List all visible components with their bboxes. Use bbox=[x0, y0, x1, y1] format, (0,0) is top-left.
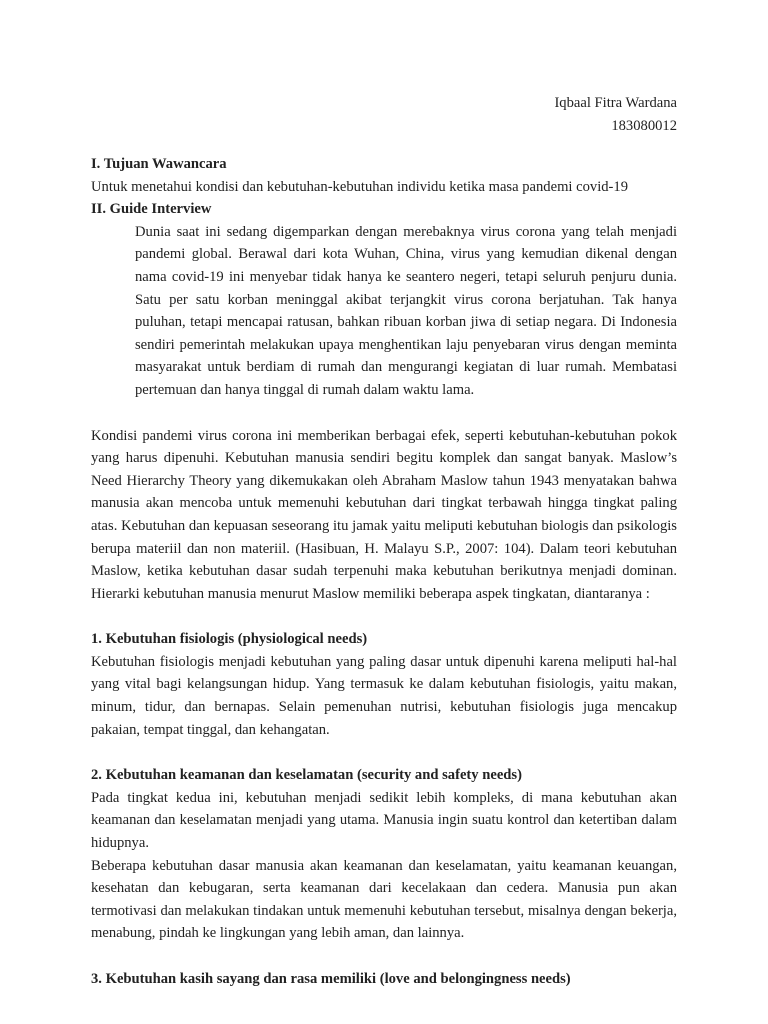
need-2-paragraph-1: Pada tingkat kedua ini, kebutuhan menjadi sedikit lebih kompleks, di mana kebutuhan akan keamanan dan keselamatan menjadi yang utama. Manusia ingin suatu kontrol dan ketertiban dalam hidupnya. bbox=[91, 789, 677, 852]
section-1-text: Untuk menetahui kondisi dan kebutuhan-kebutuhan individu ketika masa pandemi covid-19 bbox=[91, 178, 629, 195]
need-3-heading: 3. Kebutuhan kasih sayang dan rasa memiliki (love and belongingness needs) bbox=[91, 971, 571, 987]
need-1-heading: 1. Kebutuhan fisiologis (physiological needs) bbox=[91, 631, 368, 648]
author-id: 183080012 bbox=[611, 117, 677, 134]
section-2-text: Dunia saat ini sedang digemparkan dengan merebaknya virus corona yang telah menjadi pandemi global. Berawal dari kota Wuhan, China, virus yang kemudian dikenal dengan nama covid-19 ini menyebar tidak hanya ke seantero negeri, tetapi seluruh penjuru dunia. Satu per satu korban meninggal akibat terjangkit virus corona berjatuhan. Tak hanya puluhan, tetapi mencapai ratusan, bahkan ribuan korban jiwa di setiap negara. Di Indonesia sendiri pemerintah melakukan upaya menghentikan laju penyebaran virus dengan meminta masyarakat untuk berdiam di rumah dan mengurangi kegiatan di luar rumah. Membatasi pertemuan dan hanya tinggal di rumah dalam waktu lama. bbox=[135, 223, 677, 398]
document-page bbox=[91, 92, 677, 991]
need-1-paragraph-1: Kebutuhan fisiologis menjadi kebutuhan yang paling dasar untuk dipenuhi karena meliputi hal-hal yang vital bagi kelangsungan hidup. Yang termasuk ke dalam kebutuhan fisiologis, yaitu makan, minum, tidur, dan bernapas. Selain pemenuhan nutrisi, kebutuhan fisiologis juga mencakup pakaian, tempat tinggal, dan kehangatan. bbox=[91, 653, 677, 738]
section-2-heading: II. Guide Interview bbox=[91, 201, 212, 218]
intro-paragraph: Kondisi pandemi virus corona ini memberikan berbagai efek, seperti kebutuhan-kebutuhan pokok yang harus dipenuhi. Kebutuhan manusia sendiri begitu komplek dan sangat banyak. Maslow’s Need Hierarchy Theory yang dikemukakan oleh Abraham Maslow tahun 1943 menyatakan bahwa manusia akan mencoba untuk memenuhi kebutuhan dari tingkat terbawah hingga tingkat paling atas. Kebutuhan dan kepuasan seseorang itu jamak yaitu meliputi kebutuhan biologis dan psikologis berupa materiil dan non materiil. (Hasibuan, H. Malayu S.P., 2007: 104). Dalam teori kebutuhan Maslow, ketika kebutuhan dasar sudah terpenuhi maka kebutuhan berikutnya menjadi dominan. Hierarki kebutuhan manusia menurut Maslow memiliki beberapa aspek tingkatan, diantaranya : bbox=[91, 427, 677, 602]
author-name: Iqbaal Fitra Wardana bbox=[554, 95, 677, 111]
author-block bbox=[91, 92, 677, 137]
need-2-paragraph-2: Beberapa kebutuhan dasar manusia akan keamanan dan keselamatan, yaitu keamanan keuangan, kesehatan dan kebugaran, serta keamanan dari kecelakaan dan cedera. Manusia pun akan termotivasi dan melakukan tindakan untuk memenuhi kebutuhan tersebut, misalnya dengan bekerja, menabung, pindah ke lingkungan yang lebih aman, dan lainnya. bbox=[91, 857, 677, 942]
need-2-heading: 2. Kebutuhan keamanan dan keselamatan (security and safety needs) bbox=[91, 767, 522, 784]
section-1-heading: I. Tujuan Wawancara bbox=[91, 156, 227, 172]
